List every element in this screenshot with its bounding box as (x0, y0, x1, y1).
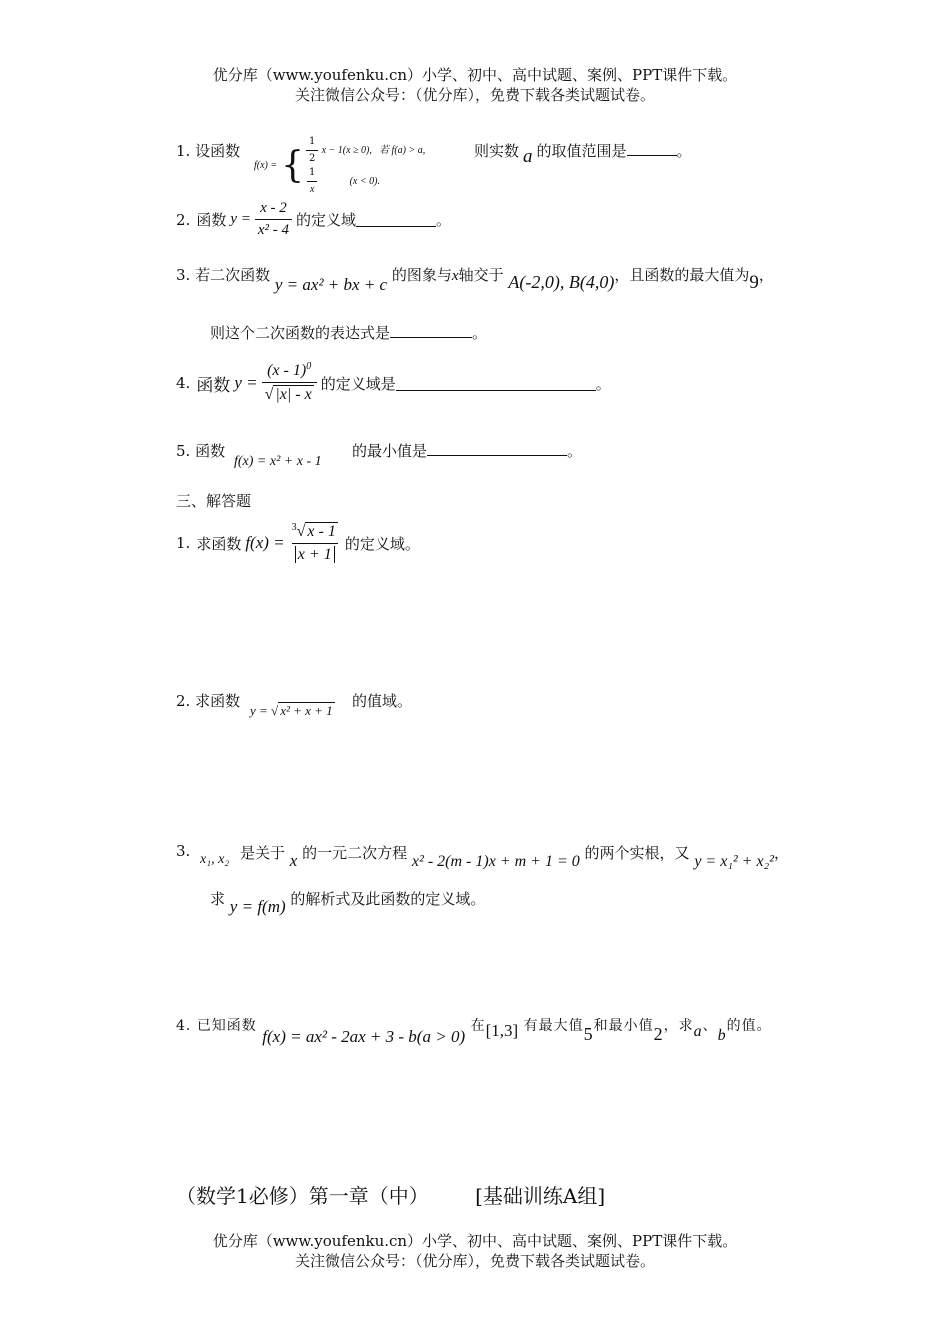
answer-question-3-vars: x₁, x₂ (200, 852, 230, 867)
fill-question-2: 2. 函数 y = $\frac{x - 2}{\text{x² - 4}}$ 的定义域 。 (176, 200, 452, 238)
answer-question-3-body: 是关于 x 的一元二次方程 x² - 2(m - 1)x + m + 1 = 0 的两个实根，又 y = x₁² + x₂²， (240, 844, 789, 870)
question-number: 1. (176, 142, 191, 160)
fraction: $\frac{x - 2}{\text{x² - 4}}$ (255, 200, 292, 239)
answer-blank (396, 376, 596, 391)
fill-question-5: 5. 函数 (176, 442, 226, 460)
answer-blank (356, 212, 436, 227)
fill-question-4: 4. 函数 y = $\frac{(x - 1)^0}{√ |x| - x}$ 的定义域是 。 (176, 361, 611, 403)
answer-blank (627, 141, 677, 156)
fill-question-3: 3. 若二次函数 y = ax² + bx + c 的图象与x轴交于 A(-2,0), B(4,0)，且函数的最大值为9， (176, 266, 774, 294)
answer-question-3 (176, 842, 190, 860)
answer-blank (390, 323, 472, 338)
fill-question-1-tail: 则实数 a 的取值范围是 。 (474, 142, 692, 167)
question-text: 设函数 (195, 142, 241, 160)
answer-question-4: 4. 已知函数 f(x) = ax² - 2ax + 3 - b(a > 0) 在[1,3] 有最大值5和最小值2，求a、b的值。 (176, 1018, 772, 1046)
question-number: 3. (176, 266, 191, 284)
fill-question-1 (176, 140, 240, 161)
footer-line-1: 优分库（www.youfenku.cn）小学、初中、高中试题、案例、PPT课件下载。 (212, 1232, 738, 1250)
section-heading: （数学1必修）第一章（中） [基础训练A组] (176, 1184, 606, 1208)
question-number: 3. (176, 842, 191, 860)
fill-question-3-line2: 则这个二次函数的表达式是 。 (210, 324, 488, 342)
answer-question-2-expr: y = √ x² + x + 1 (250, 703, 333, 718)
fraction: $\frac{(x - 1)^0}{√ |x| - x}$ (262, 362, 317, 404)
fill-question-5-tail: 的最小值是 。 (352, 442, 583, 460)
fill-question-5-expr: f(x) = x² + x - 1 (234, 454, 322, 469)
header-line-2: 关注微信公众号：（优分库），免费下载各类试题试卷。 (294, 86, 655, 104)
answer-question-1: 1. 求函数 f(x) = $\frac{^3√ x - 1}{x + 1}$ 的定义域。 (176, 522, 420, 563)
fraction: $\frac{^3√ x - 1}{x + 1}$ (291, 522, 336, 563)
answer-question-3-line2: 求 y = f(m) 的解析式及此函数的定义域。 (210, 890, 486, 916)
footer-line-2: 关注微信公众号：（优分库），免费下载各类试题试卷。 (294, 1252, 655, 1270)
header-line-1: 优分库（www.youfenku.cn）小学、初中、高中试题、案例、PPT课件下载。 (212, 66, 738, 84)
question-number: 5. (176, 442, 191, 460)
answer-question-2: 2. 求函数 (176, 692, 241, 710)
question-number: 2. (176, 210, 191, 229)
piecewise-function: f(x) = { $\frac{1}{2}$ x − 1(x ≥ 0), 若 f(a) > a, $\frac{1}{x}$ (x < 0). (254, 136, 426, 195)
question-number: 2. (176, 692, 191, 710)
section-title: 三、解答题 (176, 492, 252, 510)
question-number: 4. (176, 374, 191, 392)
answer-blank (427, 441, 567, 456)
question-number: 1. (176, 534, 191, 552)
answer-question-2-tail: 的值域。 (352, 692, 413, 710)
question-number: 4. (176, 1018, 192, 1034)
